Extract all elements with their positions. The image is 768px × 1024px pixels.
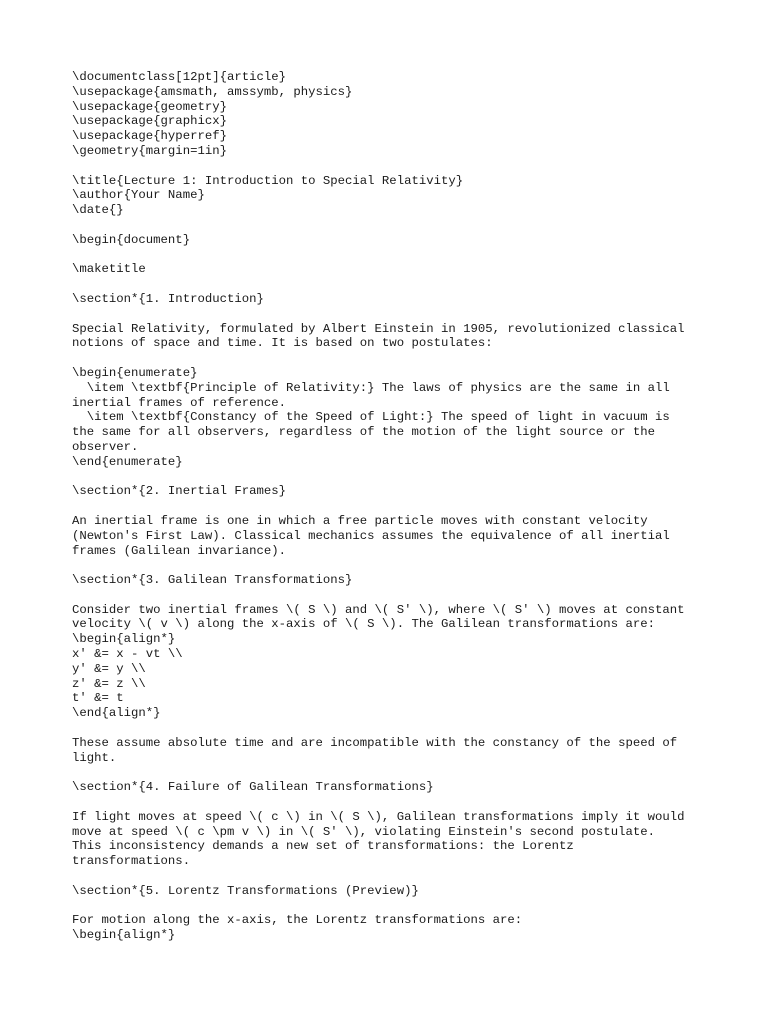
source-line <box>72 351 728 366</box>
source-line: \begin{enumerate} <box>72 365 198 380</box>
source-line: \usepackage{graphicx} <box>72 114 227 129</box>
source-line: \usepackage{hyperref} <box>72 129 227 144</box>
source-line: \section*{4. Failure of Galilean Transformations} <box>72 780 434 795</box>
source-line: \documentclass[12pt]{article} <box>72 70 287 84</box>
source-line: \section*{3. Galilean Transformations} <box>72 573 353 588</box>
source-line: observer. <box>72 439 139 454</box>
source-line: \begin{align*} <box>72 928 176 943</box>
source-line: notions of space and time. It is based on two postulates: <box>72 336 493 351</box>
source-line <box>72 765 728 780</box>
latex-source-text <box>72 70 728 943</box>
source-line: frames (Galilean invariance). <box>72 543 287 558</box>
source-line: \end{align*} <box>72 706 161 721</box>
source-line: An inertial frame is one in which a free particle moves with constant velocity <box>72 513 648 528</box>
source-line <box>72 899 728 914</box>
source-line <box>72 248 728 263</box>
source-line: For motion along the x-axis, the Lorentz transformations are: <box>72 913 523 928</box>
source-line: move at speed \( c \pm v \) in \( S' \), violating Einstein's second postulate. <box>72 824 655 839</box>
source-line: \date{} <box>72 203 124 218</box>
source-line: \usepackage{amsmath, amssymb, physics} <box>72 84 353 99</box>
source-line: \section*{5. Lorentz Transformations (Preview)} <box>72 883 419 898</box>
source-line: \end{enumerate} <box>72 454 183 469</box>
source-line <box>72 588 728 603</box>
source-line: velocity \( v \) along the x-axis of \( S \). The Galilean transformations are: <box>72 617 655 632</box>
source-line <box>72 795 728 810</box>
source-line: \section*{1. Introduction} <box>72 291 264 306</box>
source-line: If light moves at speed \( c \) in \( S \), Galilean transformations imply it would <box>72 809 685 824</box>
source-line: y' &= y \\ <box>72 661 146 676</box>
source-line: These assume absolute time and are incompatible with the constancy of the speed of <box>72 735 678 750</box>
source-line: \title{Lecture 1: Introduction to Special Relativity} <box>72 173 464 188</box>
source-line <box>72 159 728 174</box>
source-line <box>72 277 728 292</box>
source-line: the same for all observers, regardless of the motion of the light source or the <box>72 425 655 440</box>
source-line: \geometry{margin=1in} <box>72 143 227 158</box>
source-line: x' &= x - vt \\ <box>72 647 183 662</box>
source-line <box>72 499 728 514</box>
source-line <box>72 869 728 884</box>
source-line: light. <box>72 750 117 765</box>
source-line: Consider two inertial frames \( S \) and \( S' \), where \( S' \) moves at constant <box>72 602 685 617</box>
source-line: t' &= t <box>72 691 124 706</box>
source-line <box>72 307 728 322</box>
source-line: \usepackage{geometry} <box>72 99 227 114</box>
source-line: This inconsistency demands a new set of transformations: the Lorentz <box>72 839 574 854</box>
source-line <box>72 721 728 736</box>
source-line: \begin{document} <box>72 232 191 247</box>
source-line: Special Relativity, formulated by Albert Einstein in 1905, revolutionized classical <box>72 321 685 336</box>
source-line: \maketitle <box>72 262 146 277</box>
source-line: \author{Your Name} <box>72 188 205 203</box>
source-line <box>72 470 728 485</box>
source-line: \item \textbf{Principle of Relativity:} The laws of physics are the same in all <box>72 380 670 395</box>
source-line: (Newton's First Law). Classical mechanics assumes the equivalence of all inertial <box>72 528 670 543</box>
source-line: inertial frames of reference. <box>72 395 287 410</box>
source-line: z' &= z \\ <box>72 676 146 691</box>
source-line <box>72 218 728 233</box>
source-line: \begin{align*} <box>72 632 176 647</box>
source-line <box>72 558 728 573</box>
source-line: \item \textbf{Constancy of the Speed of Light:} The speed of light in vacuum is <box>72 410 670 425</box>
source-line: \section*{2. Inertial Frames} <box>72 484 287 499</box>
source-line: transformations. <box>72 854 191 869</box>
